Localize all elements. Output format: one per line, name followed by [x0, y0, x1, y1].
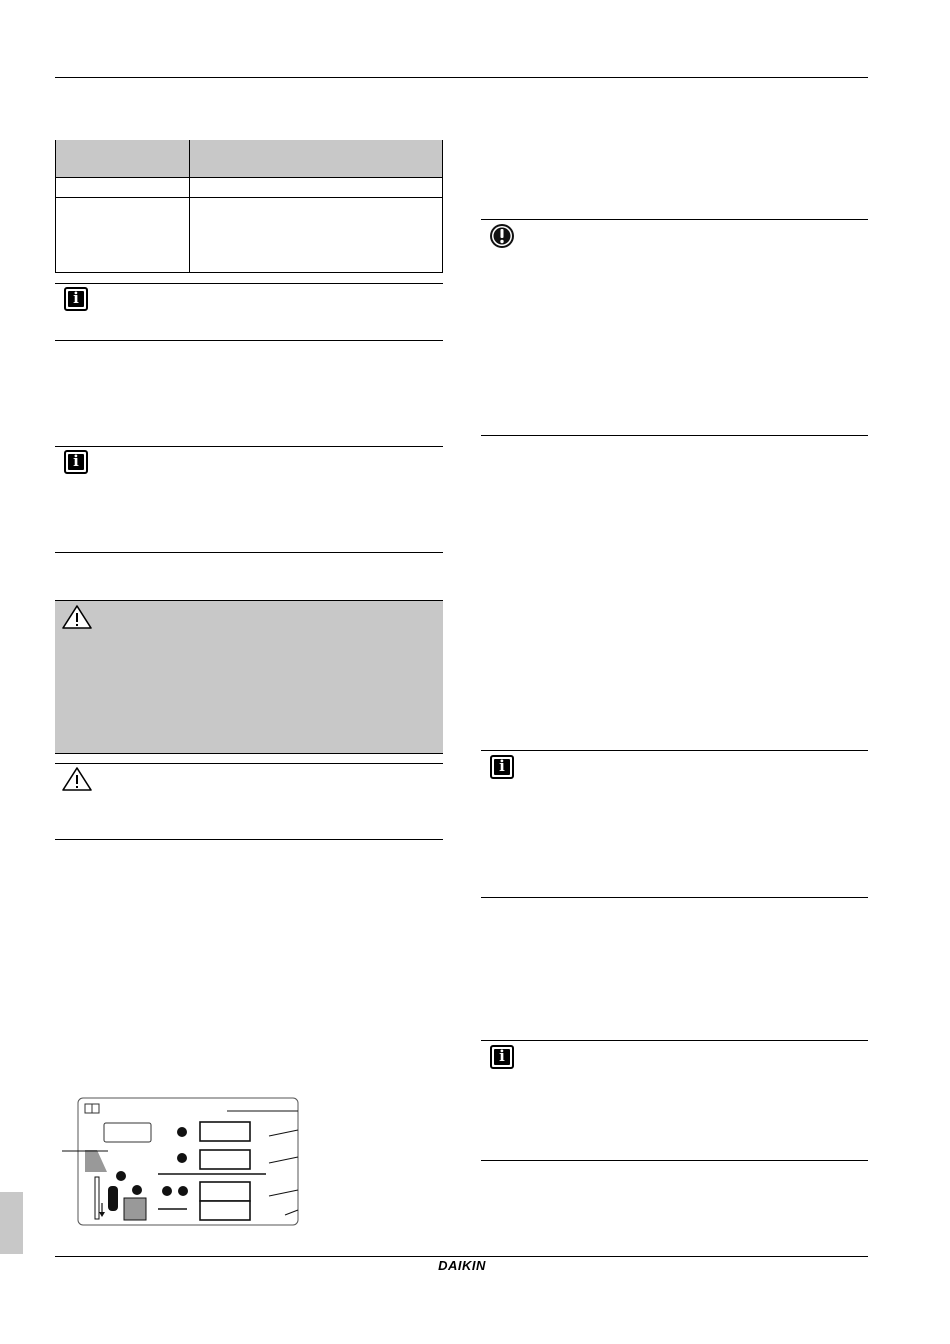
- info-icon: i: [490, 1045, 514, 1069]
- info-icon: i: [64, 287, 88, 311]
- table-header: [55, 140, 443, 177]
- warning-shaded-area: [100, 601, 443, 753]
- info-icon: i: [490, 755, 514, 779]
- footer-rule: [55, 1256, 868, 1257]
- info-icon: i: [64, 450, 88, 474]
- table-row: [56, 198, 442, 272]
- chapter-tab: [0, 1192, 23, 1254]
- header-rule: [55, 77, 868, 78]
- table-row: [56, 178, 442, 197]
- exclamation-circle-icon: [489, 223, 515, 249]
- warning-triangle-icon: [62, 605, 92, 629]
- label-diagram: [55, 1090, 315, 1235]
- brand-logo: DAIKIN: [438, 1258, 486, 1273]
- warning-triangle-icon: [62, 767, 92, 791]
